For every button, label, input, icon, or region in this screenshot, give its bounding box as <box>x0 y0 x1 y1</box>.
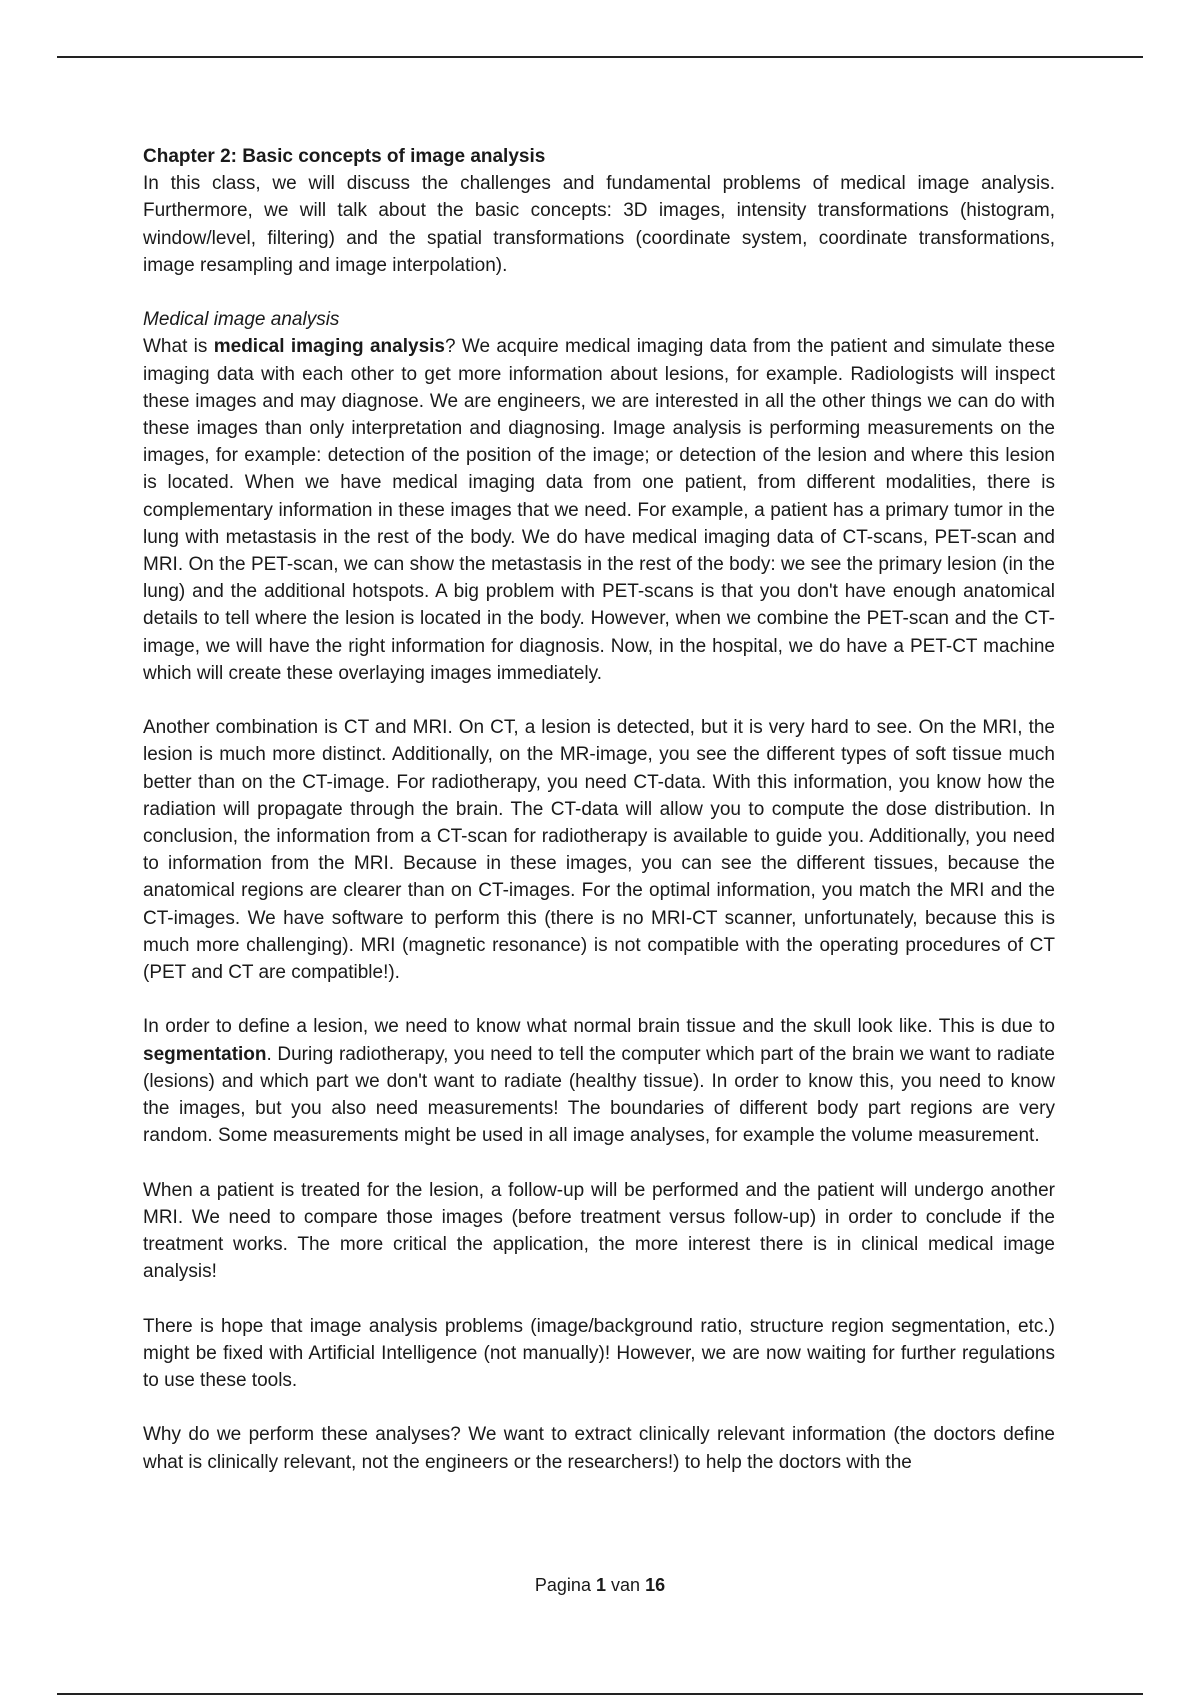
p3-text-before: In order to define a lesion, we need to know what normal brain tissue and the skull look like. This is due to <box>143 1016 1055 1038</box>
page-footer <box>0 1572 1200 1598</box>
footer-label: Pagina <box>534 1575 591 1595</box>
section-title: Medical image analysis <box>143 309 340 331</box>
paragraph-segmentation <box>143 1013 1055 1149</box>
footer-page-number: 1 <box>595 1575 606 1595</box>
paragraph-medical-imaging-analysis <box>143 333 1055 687</box>
intro-paragraph: In this class, we will discuss the challenges and fundamental problems of medical image analysis. Furthermore, we will talk about the basic concepts: 3D images, intensity transformations (histogram, window/level, filtering) and the spatial transformations (coordinate system, coordinate transformations, image resampling and image interpolation). <box>143 173 1055 276</box>
footer-rule <box>57 1693 1143 1695</box>
chapter-title: Chapter 2: Basic concepts of image analysis <box>143 146 546 167</box>
term-segmentation: segmentation <box>143 1043 267 1065</box>
footer-page-total: 16 <box>645 1575 666 1595</box>
p1-text-after: ? We acquire medical imaging data from the patient and simulate these imaging data with each other to get more information about lesions, for example. Radiologists will inspect these images and may diagnose. We are engineers, we are interested in all the other things we can do with these images than only interpretation and diagnosing. Image analysis is performing measurements on the images, for example: detection of the position of the image; or detection of the lesion and where this lesion is located. When we have medical imaging data from one patient, from different modalities, there is complementary information in these images that we need. For example, a patient has a primary tumor in the lung with metastasis in the rest of the body. We do have medical imaging data of CT-scans, PET-scan and MRI. On the PET-scan, we can show the metastasis in the rest of the body: we see the primary lesion (in the lung) and the additional hotspots. A big problem with PET-scans is that you don't have enough anatomical details to tell where the lesion is located in the body. However, when we combine the PET-scan and the CT-image, we will have the right information for diagnosis. Now, in the hospital, we do have a PET-CT machine which will create these overlaying images immediately. <box>143 336 1056 684</box>
p3-text-after: . During radiotherapy, you need to tell the computer which part of the brain we want to radiate (lesions) and which part we don't want to radiate (healthy tissue). In order to know this, you need to know the images, but you also need measurements! The boundaries of different body part regions are very random. Some measurements might be used in all image analyses, for example the volume measurement. <box>143 1043 1055 1147</box>
footer-of: van <box>611 1575 641 1595</box>
header-rule <box>57 56 1143 58</box>
page-content <box>143 143 1055 1476</box>
term-medical-imaging-analysis: medical imaging analysis <box>213 336 445 358</box>
paragraph-artificial-intelligence: There is hope that image analysis problems (image/background ratio, structure region segmentation, etc.) might be fixed with Artificial Intelligence (not manually)! However, we are now waiting for further regulations to use these tools. <box>143 1315 1055 1392</box>
paragraph-follow-up: When a patient is treated for the lesion, a follow-up will be performed and the patient will undergo another MRI. We need to compare those images (before treatment versus follow-up) in order to conclude if the treatment works. The more critical the application, the more interest there is in clinical medical image analysis! <box>143 1179 1055 1283</box>
paragraph-ct-mri: Another combination is CT and MRI. On CT, a lesion is detected, but it is very hard to see. On the MRI, the lesion is much more distinct. Additionally, on the MR-image, you see the different types of soft tissue much better than on the CT-image. For radiotherapy, you need CT-data. With this information, you know how the radiation will propagate through the brain. The CT-data will allow you to compute the dose distribution. In conclusion, the information from a CT-scan for radiotherapy is available to guide you. Additionally, you need to information from the MRI. Because in these images, you can see the different tissues, because the anatomical regions are clearer than on CT-images. For the optimal information, you match the MRI and the CT-images. We have software to perform this (there is no MRI-CT scanner, unfortunately, because this is much more challenging). MRI (magnetic resonance) is not compatible with the operating procedures of CT (PET and CT are compatible!). <box>143 717 1055 984</box>
paragraph-why-analyses: Why do we perform these analyses? We want to extract clinically relevant information (the doctors define what is clinically relevant, not the engineers or the researchers!) to help the doctors with the <box>143 1424 1055 1473</box>
p1-text-before: What is <box>143 336 214 358</box>
